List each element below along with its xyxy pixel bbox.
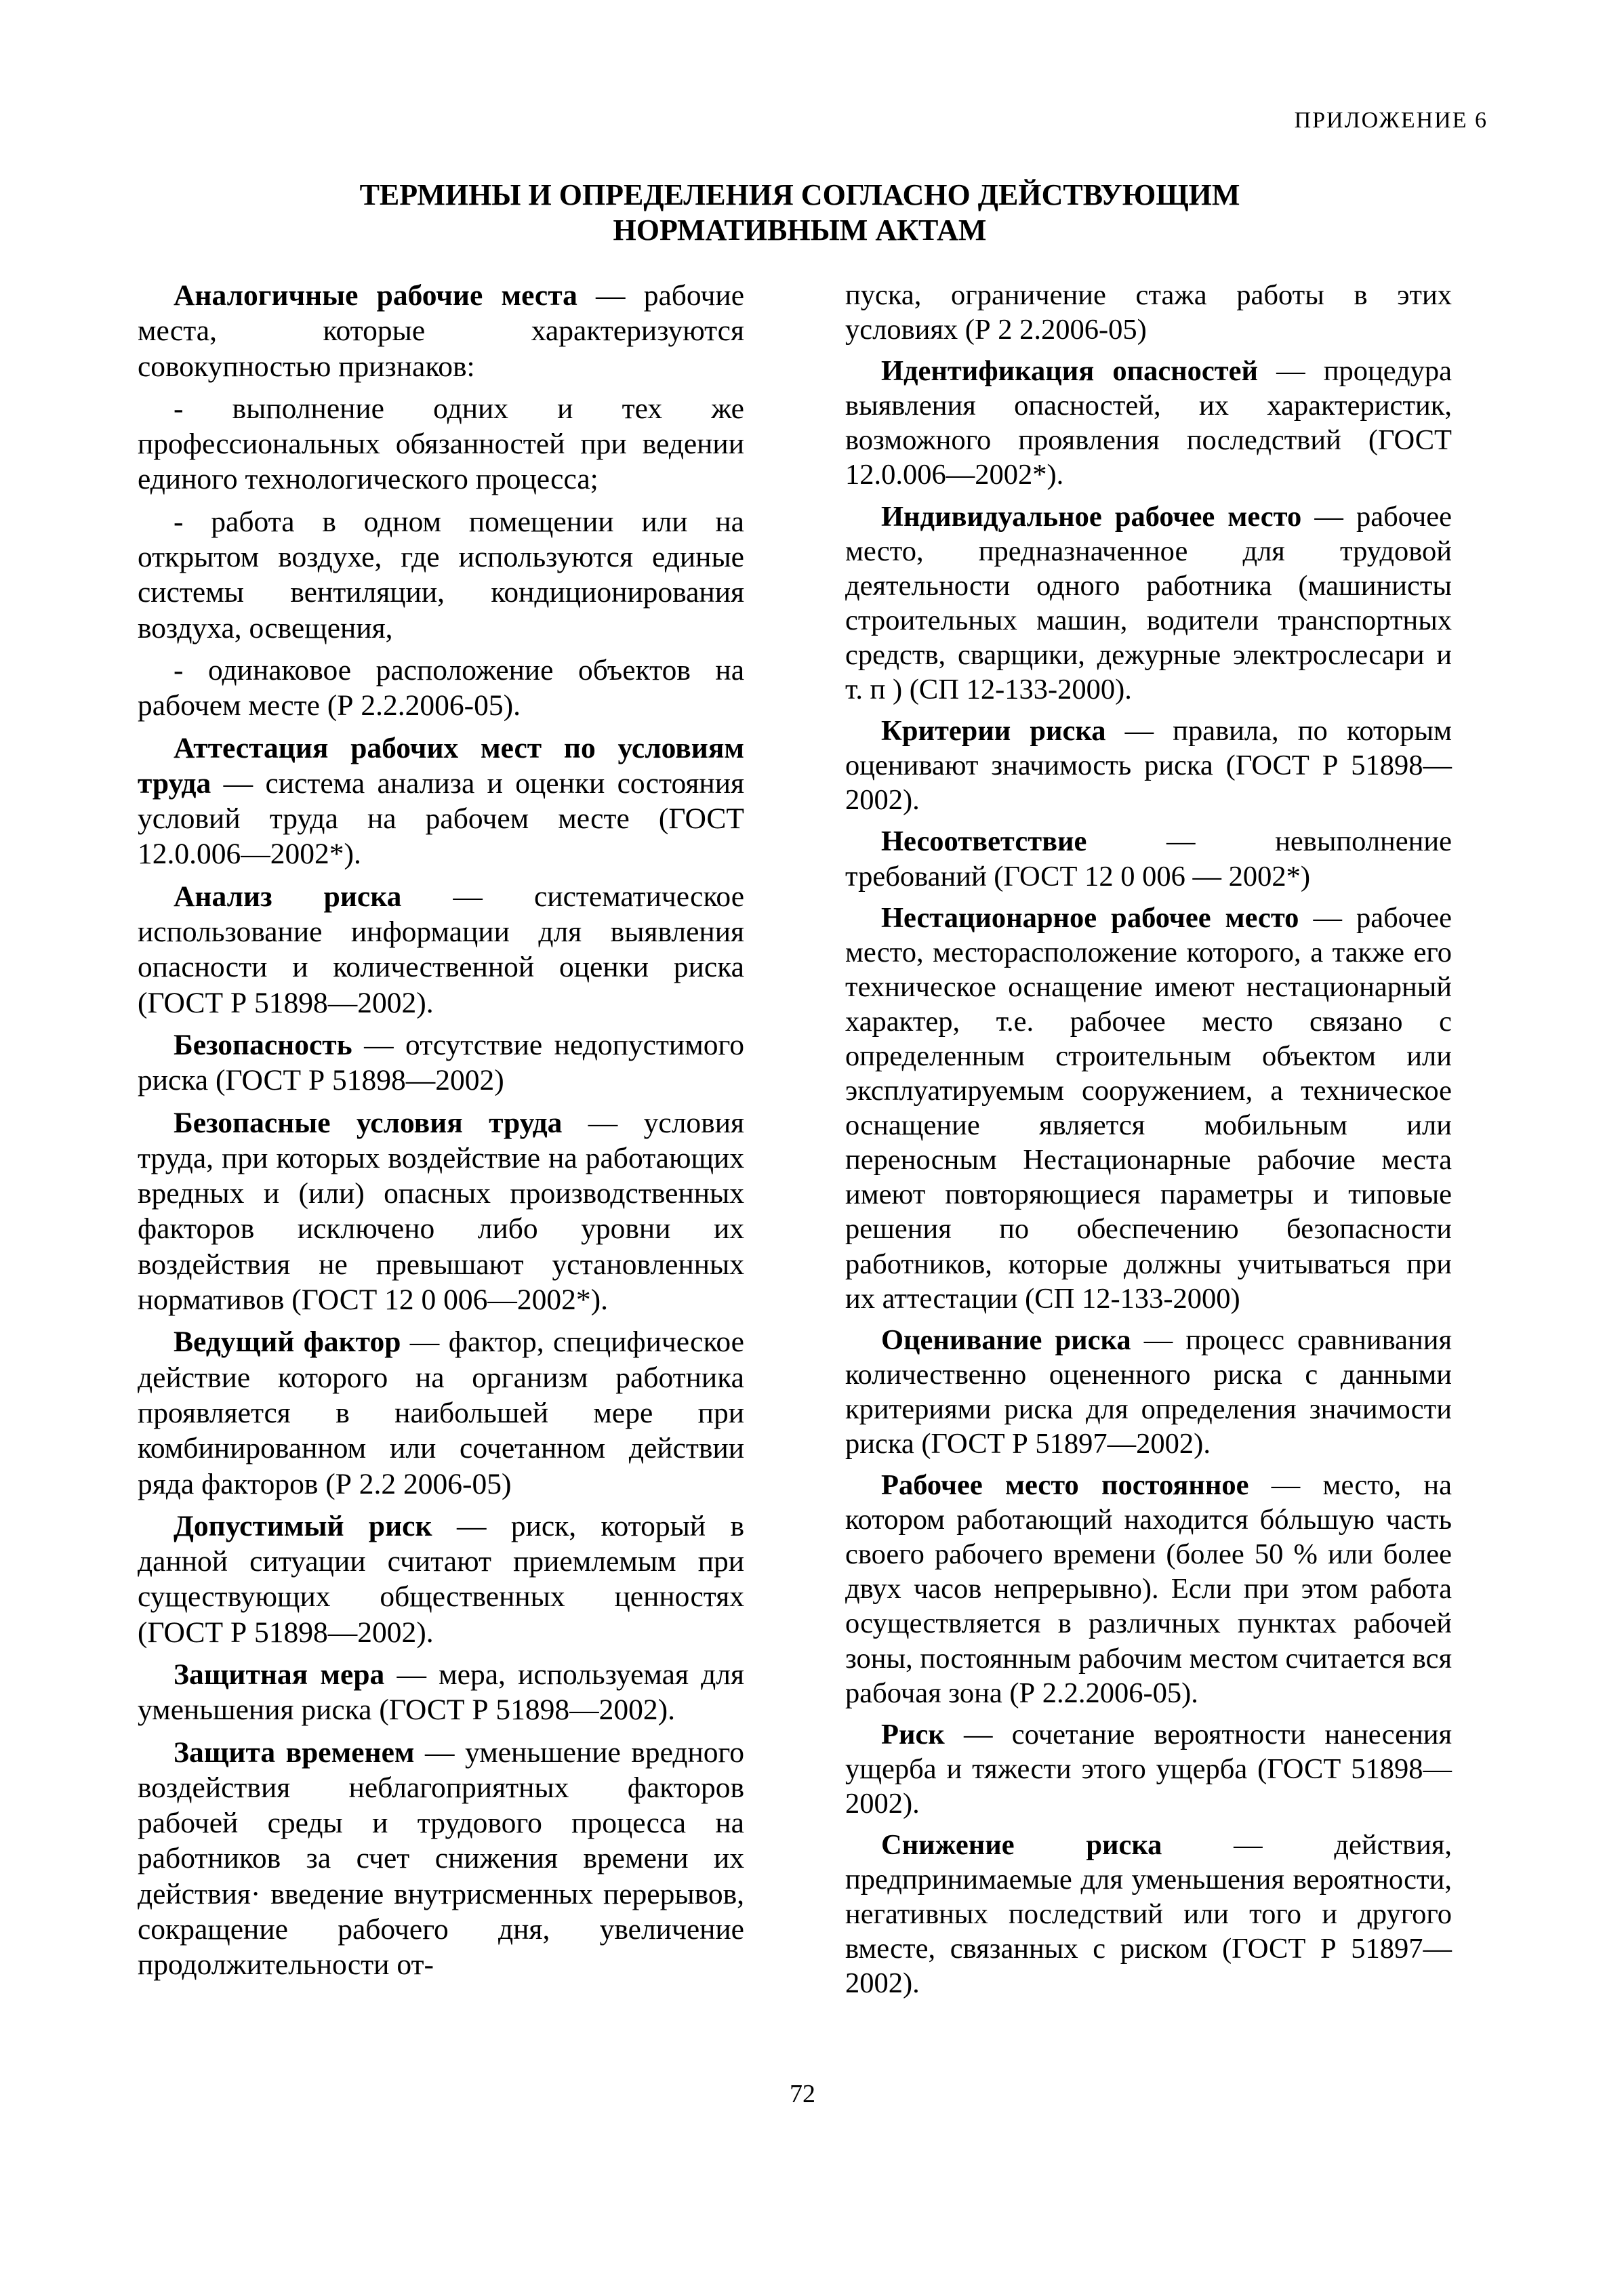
definition-paragraph xyxy=(845,1828,1452,2001)
defined-term: Защита временем xyxy=(174,1736,415,1769)
definition-paragraph xyxy=(138,1735,744,1983)
defined-term: Индивидуальное рабочее место xyxy=(881,500,1302,533)
definition-paragraph xyxy=(138,653,744,724)
definition-paragraph xyxy=(845,714,1452,817)
definition-paragraph xyxy=(845,824,1452,893)
definition-paragraph xyxy=(138,1105,744,1318)
defined-term: Риск xyxy=(881,1718,945,1750)
definition-paragraph xyxy=(138,391,744,497)
definition-paragraph xyxy=(138,1509,744,1650)
definition-text: — фактор, специфическое действие которого на организм работника проявляется в наибольшей мере при комбинированном или сочетанном действии ряда факторов (Р 2.2 2006-05) xyxy=(138,1326,744,1500)
definition-text: — систематическое использование информации для выявления опасности и количественной оценки риска (ГОСТ Р 51898—2002). xyxy=(138,880,744,1019)
definition-text: — правила, по которым оценивают значимость риска (ГОСТ Р 51898—2002). xyxy=(845,715,1452,817)
appendix-label: ПРИЛОЖЕНИЕ 6 xyxy=(1294,108,1488,133)
defined-term: Допустимый риск xyxy=(174,1509,432,1542)
definition-text: — рабочее место, месторасположение которого, а также его техническое оснащение имеют нестационарный характер, т.е. рабочее место связано с определенным строительным объектом или эксплуатируемым сооружением, а техническое оснащение является мобильным или переносным Нестационарные рабочие места имеют повторяющиеся параметры и типовые решения по обеспечению безопасности работников, которые должны учитываться при их аттестации (СП 12-133-2000) xyxy=(845,901,1452,1315)
definition-text: — место, на котором работающий находится бóльшую часть своего рабочего времени (более 50 % или более двух часов непрерывно). Если при этом работа осуществляется в различных пунктах рабочей зоны, постоянным рабочим местом считается вся рабочая зона (Р 2.2.2006-05). xyxy=(845,1469,1452,1709)
defined-term: Снижение риска xyxy=(881,1829,1162,1862)
definition-paragraph xyxy=(138,278,744,384)
definition-paragraph xyxy=(845,499,1452,708)
defined-term: Безопасность xyxy=(174,1028,352,1061)
defined-term: Анализ риска xyxy=(174,880,402,913)
definition-text: — процедура выявления опасностей, их характеристик, возможного проявления последствий (ГОСТ 12.0.006—2002*). xyxy=(845,355,1452,491)
definition-text: — система анализа и оценки состояния условий труда на рабочем месте (ГОСТ 12.0.006—2002*). xyxy=(138,766,744,871)
right-column xyxy=(845,278,1452,2008)
defined-term: Ведущий фактор xyxy=(174,1326,401,1359)
definition-text: — сочетание вероятности нанесения ущерба и тяжести этого ущерба (ГОСТ 51898—2002). xyxy=(845,1718,1452,1820)
definition-paragraph xyxy=(138,1027,744,1099)
defined-term: Несоответствие xyxy=(881,825,1087,858)
defined-term: Защитная мера xyxy=(174,1658,385,1691)
definition-text: — действия, предпринимаемые для уменьшения вероятности, негативных последствий или того и другого вместе, связанных с риском (ГОСТ Р 51897—2002). xyxy=(845,1829,1452,2000)
defined-term: Оценивание риска xyxy=(881,1324,1131,1356)
defined-term: Критерии риска xyxy=(881,715,1106,747)
page-number: 72 xyxy=(790,2080,815,2108)
definition-text: — риск, который в данной ситуации считают приемлемым при существующих общественных ценностях (ГОСТ Р 51898—2002). xyxy=(138,1509,744,1649)
definition-paragraph xyxy=(845,901,1452,1316)
title-line-1: ТЕРМИНЫ И ОПРЕДЕЛЕНИЯ СОГЛАСНО ДЕЙСТВУЮЩИМ xyxy=(359,178,1240,211)
defined-term: Идентификация опасностей xyxy=(881,355,1259,388)
left-column xyxy=(138,278,744,1990)
definition-text: — невыполнение требований (ГОСТ 12 0 006 — 2002*) xyxy=(845,825,1452,893)
defined-term: Аттестация рабочих мест по условиям труда xyxy=(138,731,744,800)
definition-text: - одинаковое расположение объектов на рабочем месте (Р 2.2.2006-05). xyxy=(138,653,744,722)
defined-term: Рабочее место постоянное xyxy=(881,1469,1249,1502)
defined-term: Нестационарное рабочее место xyxy=(881,901,1299,934)
definition-text: - работа в одном помещении или на открытом воздухе, где используются единые системы вентиляции, кондиционирования воздуха, освещения, xyxy=(138,505,744,644)
defined-term: Безопасные условия труда xyxy=(174,1106,563,1139)
defined-term: Аналогичные рабочие места xyxy=(174,279,577,312)
definition-text: — условия труда, при которых воздействие на работающих вредных и (или) опасных производственных факторов исключено либо уровни их воздействия не превышают установленных нормативов (ГОСТ 12 0 006—2002*). xyxy=(138,1106,744,1317)
definition-paragraph xyxy=(138,731,744,872)
definition-continuation xyxy=(845,278,1452,347)
definition-text: пуска, ограничение стажа работы в этих условиях (Р 2 2.2006-05) xyxy=(845,279,1452,346)
definition-paragraph xyxy=(138,1657,744,1728)
definition-text: — уменьшение вредного воздействия неблагоприятных факторов рабочей среды и трудового процесса на работников за счет снижения времени их действия· введение внутрисменных перерывов, сокращение рабочего дня, увеличение продолжительности от- xyxy=(138,1736,744,1982)
definition-text: — отсутствие недопустимого риска (ГОСТ Р 51898—2002) xyxy=(138,1028,744,1097)
definition-text: - выполнение одних и тех же профессиональных обязанностей при ведении единого технологического процесса; xyxy=(138,392,744,496)
definition-text: — мера, используемая для уменьшения риска (ГОСТ Р 51898—2002). xyxy=(138,1658,744,1727)
definition-paragraph xyxy=(845,1717,1452,1821)
definition-text: — рабочее место, предназначенное для трудовой деятельности одного работника (машинисты строительных машин, водители транспортных средств, сварщики, дежурные электрослесари и т. п ) (СП 12-133-2000). xyxy=(845,500,1452,706)
definition-paragraph xyxy=(138,504,744,646)
definition-paragraph xyxy=(138,1324,744,1501)
definition-paragraph xyxy=(138,879,744,1021)
definition-text: — рабочие места, которые характеризуются совокупностью признаков: xyxy=(138,279,744,383)
definition-paragraph xyxy=(845,1323,1452,1461)
definition-paragraph xyxy=(845,354,1452,492)
definition-text: — процесс сравнивания количественно оцененного риска с данными критериями риска для определения значимости риска (ГОСТ Р 51897—2002). xyxy=(845,1324,1452,1460)
document-title xyxy=(271,178,1328,248)
title-line-2: НОРМАТИВНЫМ АКТАМ xyxy=(613,213,987,247)
definition-paragraph xyxy=(845,1468,1452,1710)
